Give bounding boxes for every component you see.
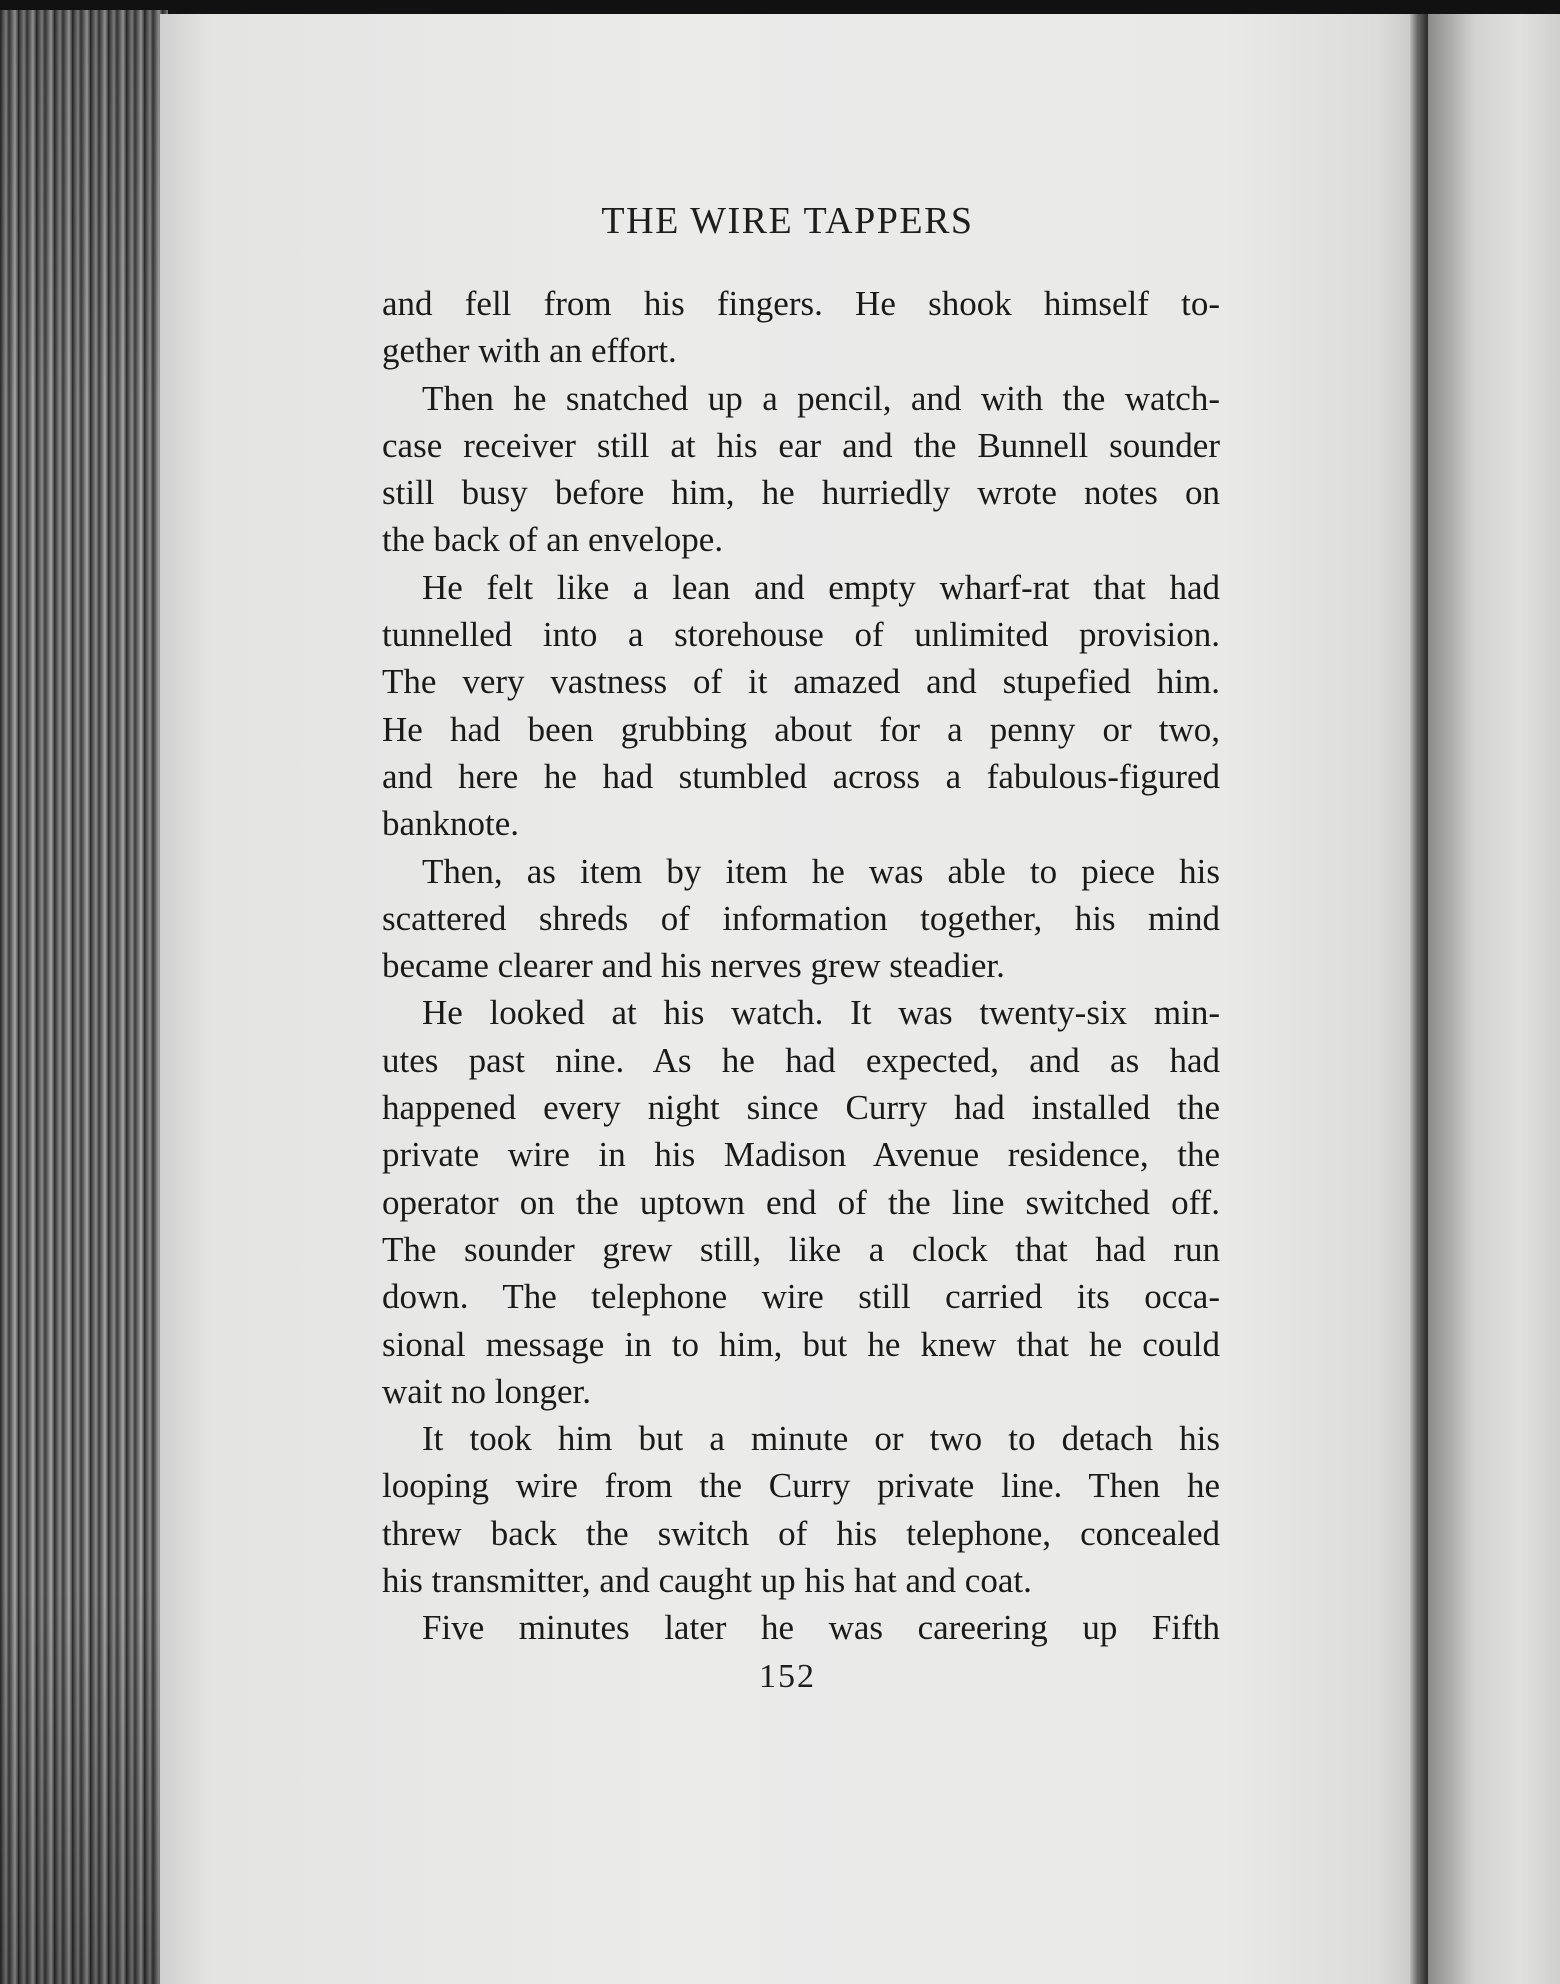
text-line: looping wire from the Curry private line. Then he (382, 1466, 1220, 1506)
text-line: and here he had stumbled across a fabulous-figured (382, 756, 1220, 796)
text-line: threw back the switch of his telephone, concealed (382, 1513, 1220, 1553)
text-line: It took him but a minute or two to detach his (422, 1419, 1220, 1459)
text-line: He had been grubbing about for a penny or two, (382, 709, 1220, 749)
text-line: still busy before him, he hurriedly wrote notes on (382, 473, 1220, 513)
text-line: banknote. (382, 804, 520, 844)
text-line: Then, as item by item he was able to piece his (422, 851, 1220, 891)
text-line: He felt like a lean and empty wharf-rat that had (422, 567, 1220, 607)
page-number: 152 (759, 1658, 816, 1695)
text-line: his transmitter, and caught up his hat and coat. (382, 1561, 1032, 1601)
facing-page-edge (1428, 14, 1560, 1984)
text-line: The sounder grew still, like a clock that had run (382, 1229, 1220, 1269)
book-page-edges (0, 10, 168, 1984)
running-head: THE WIRE TAPPERS (601, 200, 974, 242)
text-line: He looked at his watch. It was twenty-six min- (422, 993, 1220, 1033)
text-line: Five minutes later he was careering up Fifth (422, 1608, 1220, 1648)
text-line: scattered shreds of information together, his mind (382, 898, 1220, 938)
text-line: happened every night since Curry had installed the (382, 1088, 1220, 1128)
text-line: utes past nine. As he had expected, and as had (382, 1040, 1220, 1080)
text-line: The very vastness of it amazed and stupefied him. (382, 662, 1220, 702)
text-line: Then he snatched up a pencil, and with the watch- (422, 378, 1220, 418)
text-line: the back of an envelope. (382, 520, 724, 560)
text-line: gether with an effort. (382, 331, 677, 371)
text-line: case receiver still at his ear and the Bunnell sounder (382, 425, 1220, 465)
text-line: tunnelled into a storehouse of unlimited provision. (382, 615, 1220, 655)
text-line: became clearer and his nerves grew steadier. (382, 946, 1005, 986)
text-line: and fell from his fingers. He shook himself to- (382, 284, 1220, 323)
body-text (382, 280, 1220, 1652)
text-line: down. The telephone wire still carried its occa- (382, 1277, 1220, 1317)
text-line: wait no longer. (382, 1371, 591, 1411)
text-line: private wire in his Madison Avenue residence, the (382, 1135, 1220, 1175)
text-line: operator on the uptown end of the line switched off. (382, 1182, 1220, 1222)
text-line: sional message in to him, but he knew that he could (382, 1324, 1220, 1364)
